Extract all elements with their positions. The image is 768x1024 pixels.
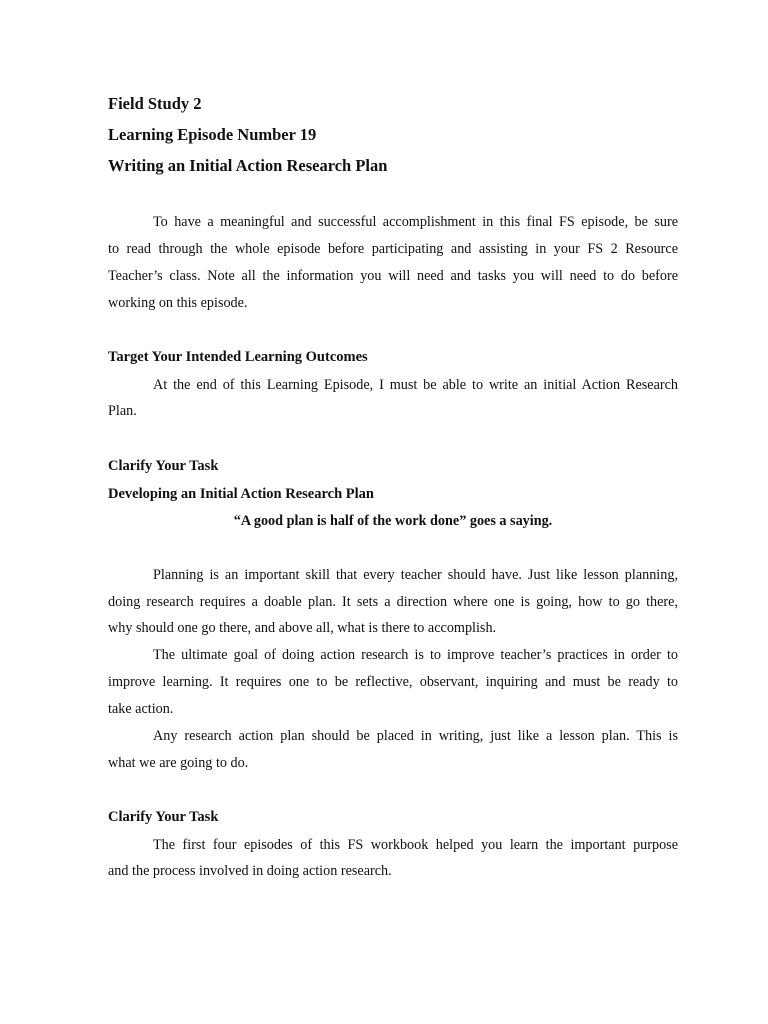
goal-paragraph-line: The ultimate goal of doing action research is to improve teacher’s practices in order to (153, 647, 678, 663)
planning-paragraph-line: why should one go there, and above all, what is there to accomplish. (108, 620, 497, 636)
writing-paragraph-line: Any research action plan should be placed in writing, just like a lesson plan. This is (153, 728, 678, 744)
document-title-field-study: Field Study 2 (108, 94, 202, 113)
section-subheading-developing-plan: Developing an Initial Action Research Plan (108, 486, 374, 502)
outcomes-paragraph-line: At the end of this Learning Episode, I must be able to write an initial Action Research (153, 377, 678, 393)
goal-paragraph-line: improve learning. It requires one to be reflective, observant, inquiring and must be ready to (108, 674, 678, 690)
intro-paragraph-line: to read through the whole episode before participating and assisting in your FS 2 Resource (108, 241, 678, 257)
intro-paragraph-line: To have a meaningful and successful accomplishment in this final FS episode, be sure (153, 214, 678, 230)
intro-paragraph-line: working on this episode. (108, 295, 248, 311)
planning-paragraph-line: Planning is an important skill that every teacher should have. Just like lesson planning, (153, 567, 678, 583)
document-title-episode-number: Learning Episode Number 19 (108, 125, 317, 144)
goal-paragraph-line: take action. (108, 701, 174, 717)
intro-paragraph-line: Teacher’s class. Note all the information you will need and tasks you will need to do before (108, 268, 678, 284)
document-title-topic: Writing an Initial Action Research Plan (108, 156, 388, 175)
quote-text: “A good plan is half of the work done” goes a saying. (233, 513, 553, 529)
section-heading-outcomes: Target Your Intended Learning Outcomes (108, 349, 368, 365)
workbook-paragraph-line: and the process involved in doing action research. (108, 863, 392, 879)
section-heading-clarify-task: Clarify Your Task (108, 458, 219, 474)
outcomes-paragraph-line: Plan. (108, 403, 137, 419)
workbook-paragraph-line: The first four episodes of this FS workbook helped you learn the important purpose (153, 837, 678, 853)
section-heading-clarify-task-2: Clarify Your Task (108, 809, 219, 825)
planning-paragraph-line: doing research requires a doable plan. It sets a direction where one is going, how to go there, (108, 594, 678, 610)
writing-paragraph-line: what we are going to do. (108, 755, 249, 771)
